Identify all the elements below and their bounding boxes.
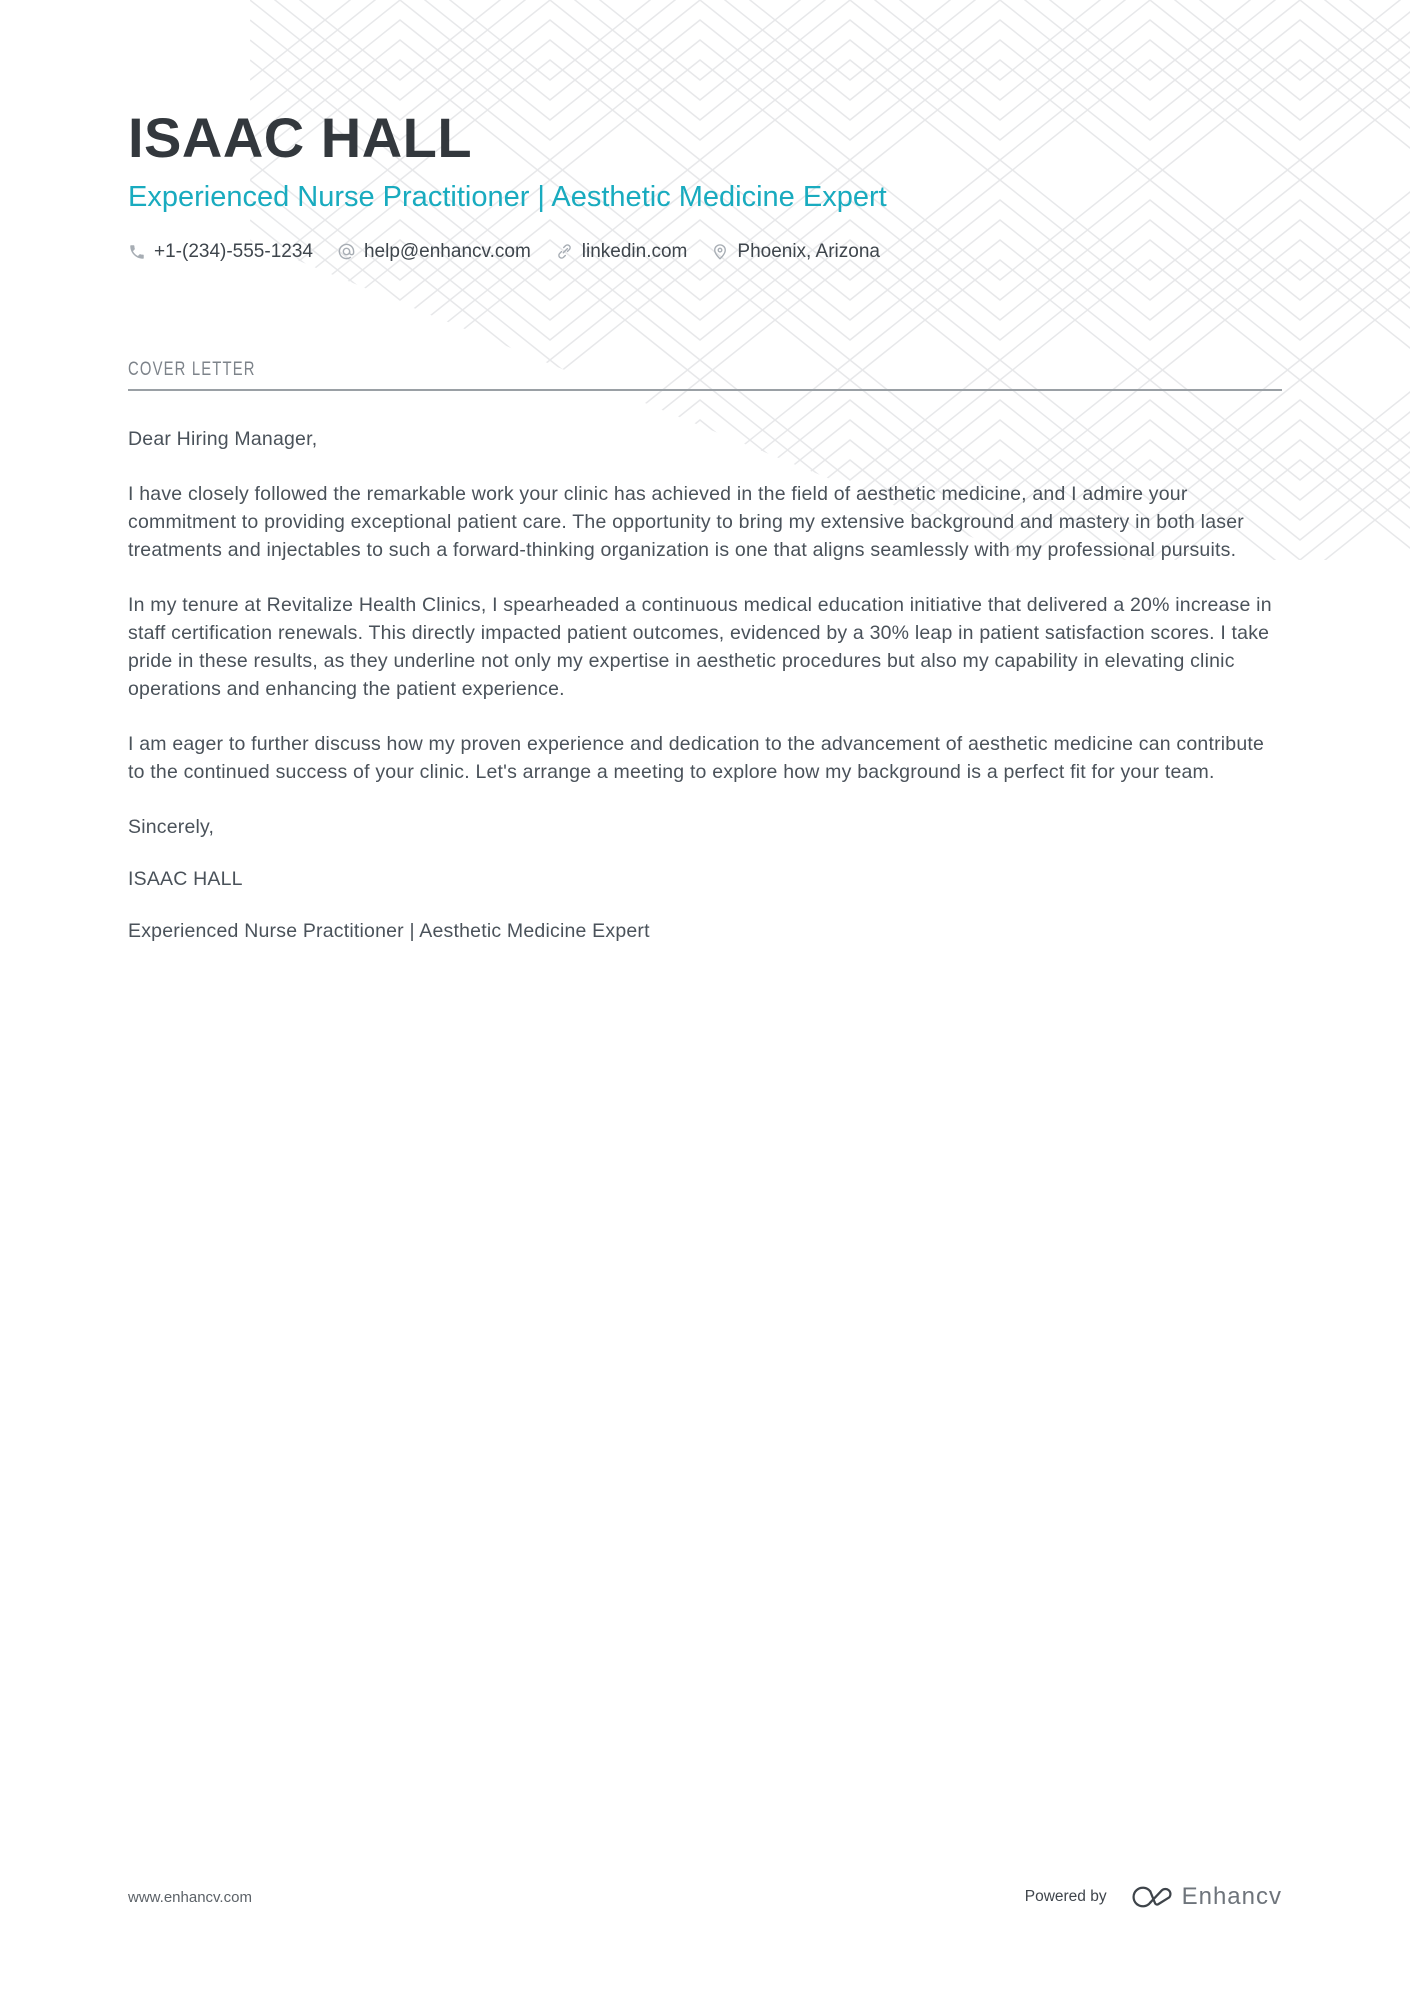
- cover-letter-section: [128, 359, 1282, 391]
- contact-linkedin-text: linkedin.com: [581, 240, 688, 262]
- footer: [128, 1883, 1282, 1911]
- contact-location-text: Phoenix, Arizona: [737, 240, 880, 262]
- signature-title: Experienced Nurse Practitioner | Aesthetic Medicine Expert: [128, 919, 650, 942]
- letter-body: [128, 425, 1282, 945]
- candidate-name: ISAAC HALL: [128, 106, 473, 169]
- closing: Sincerely,: [128, 815, 215, 838]
- contact-email-text: help@enhancv.com: [363, 240, 531, 262]
- at-icon: [337, 242, 356, 261]
- contact-item-location[interactable]: [711, 241, 880, 263]
- candidate-title: Experienced Nurse Practitioner | Aesthetic Medicine Expert: [128, 181, 887, 213]
- signature-name: ISAAC HALL: [128, 867, 243, 890]
- letter-paragraph-1: I have closely followed the remarkable work your clinic has achieved in the field of aesthetic medicine, and I admire your commitment to providing exceptional patient care. The opportunity to bring my extensive background and mastery in both laser treatments and injectables to such a forward-thinking organization is one that aligns seamlessly with my professional pursuits.: [128, 482, 1244, 561]
- contact-item-phone[interactable]: [128, 241, 313, 263]
- phone-icon: [128, 243, 146, 261]
- letter-paragraph-3: I am eager to further discuss how my proven experience and dedication to the advancement of aesthetic medicine can contribute to the continued success of your clinic. Let's arrange a meeting to explore how my background is a perfect fit for your team.: [128, 732, 1265, 783]
- footer-branding: [1025, 1883, 1282, 1911]
- enhancv-wordmark: Enhancv: [1181, 1883, 1282, 1910]
- page-content: [0, 0, 1410, 945]
- contact-item-email[interactable]: [337, 241, 531, 263]
- footer-website-link[interactable]: www.enhancv.com: [128, 1888, 252, 1906]
- link-icon: [555, 242, 574, 261]
- cover-letter-label: COVER LETTER: [128, 358, 256, 380]
- salutation: Dear Hiring Manager,: [128, 427, 318, 450]
- contact-phone-text: +1-(234)-555-1234: [154, 240, 313, 262]
- enhancv-logo-icon: [1123, 1884, 1172, 1910]
- letter-paragraph-2: In my tenure at Revitalize Health Clinics, I spearheaded a continuous medical education initiative that delivered a 20% increase in staff certification renewals. This directly impacted patient outcomes, evidenced by a 30% leap in patient satisfaction scores. I take pride in these results, as they underline not only my expertise in aesthetic procedures but also my capability in elevating clinic operations and enhancing the patient experience.: [128, 593, 1272, 700]
- powered-by-label: Powered by: [1024, 1888, 1107, 1905]
- contact-item-linkedin[interactable]: [555, 241, 688, 263]
- contact-row: [128, 241, 1282, 263]
- section-divider: [128, 389, 1282, 391]
- location-pin-icon: [711, 243, 729, 261]
- enhancv-logo[interactable]: [1123, 1883, 1282, 1911]
